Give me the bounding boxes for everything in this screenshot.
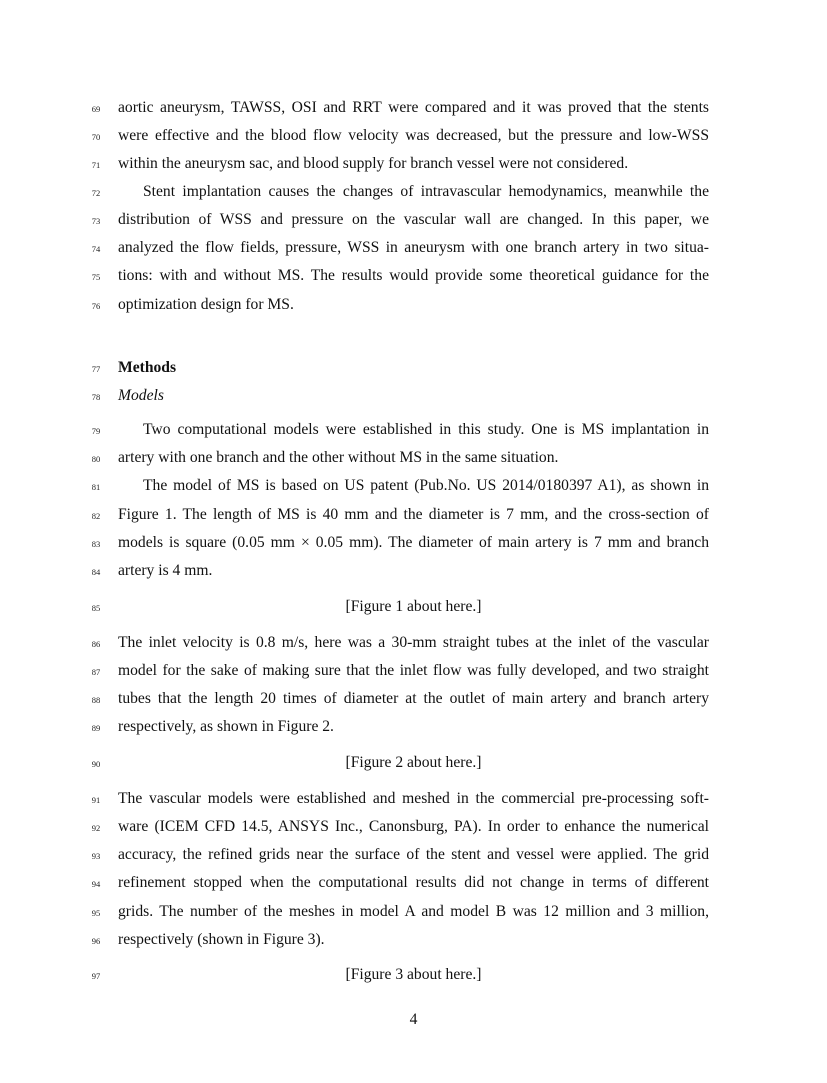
body-text: ware (ICEM CFD 14.5, ANSYS Inc., Canonsburg, PA). In order to enhance the numerical — [118, 818, 709, 835]
line-number: 94 — [91, 879, 101, 889]
figure-placeholder: [Figure 2 about here.] — [345, 754, 482, 771]
text-line — [0, 209, 827, 237]
body-text: artery with one branch and the other without MS in the same situation. — [118, 449, 559, 466]
body-text: were effective and the blood flow velocity was decreased, but the pressure and low-WSS — [118, 127, 709, 144]
line-number: 81 — [91, 482, 101, 492]
text-line — [0, 532, 827, 560]
line-number: 97 — [91, 971, 101, 981]
line-number: 72 — [91, 188, 101, 198]
body-text: grids. The number of the meshes in model A and model B was 12 million and 3 million, — [118, 903, 709, 920]
line-number: 95 — [91, 908, 101, 918]
text-line — [0, 632, 827, 660]
body-text: Figure 1. The length of MS is 40 mm and the diameter is 7 mm, and the cross-section of — [118, 506, 709, 523]
subsection-heading: Models — [118, 387, 164, 404]
text-line — [0, 357, 827, 385]
text-line — [0, 901, 827, 929]
line-number: 92 — [91, 823, 101, 833]
text-line — [0, 929, 827, 957]
line-number: 83 — [91, 539, 101, 549]
body-text: The model of MS is based on US patent (Pub.No. US 2014/0180397 A1), as shown in — [143, 477, 709, 494]
figure-placeholder: [Figure 3 about here.] — [345, 966, 482, 983]
line-number: 85 — [91, 603, 101, 613]
text-line — [0, 560, 827, 588]
line-number: 88 — [91, 695, 101, 705]
text-line — [0, 385, 827, 413]
text-line — [0, 153, 827, 181]
text-line — [0, 596, 827, 624]
text-line — [0, 419, 827, 447]
text-line — [0, 788, 827, 816]
body-text: distribution of WSS and pressure on the vascular wall are changed. In this paper, we — [118, 211, 709, 228]
text-line — [0, 294, 827, 322]
body-text: optimization design for MS. — [118, 296, 294, 313]
line-number: 78 — [91, 392, 101, 402]
body-text: accuracy, the refined grids near the surface of the stent and vessel were applied. The grid — [118, 846, 709, 863]
text-line — [0, 872, 827, 900]
line-number: 84 — [91, 567, 101, 577]
text-line — [0, 265, 827, 293]
body-text: within the aneurysm sac, and blood supply for branch vessel were not considered. — [118, 155, 629, 172]
line-number: 73 — [91, 216, 101, 226]
text-line — [0, 181, 827, 209]
body-text: The inlet velocity is 0.8 m/s, here was a 30-mm straight tubes at the inlet of the vascular — [118, 634, 709, 651]
line-number: 93 — [91, 851, 101, 861]
line-number: 87 — [91, 667, 101, 677]
line-number: 74 — [91, 244, 101, 254]
body-text: Two computational models were established in this study. One is MS implantation in — [143, 421, 709, 438]
line-number: 89 — [91, 723, 101, 733]
line-number: 86 — [91, 639, 101, 649]
text-line — [0, 125, 827, 153]
page-number: 4 — [409, 1011, 418, 1028]
body-text: respectively, as shown in Figure 2. — [118, 718, 334, 735]
line-number: 91 — [91, 795, 101, 805]
text-line — [0, 752, 827, 780]
body-text: artery is 4 mm. — [118, 562, 213, 579]
text-line — [0, 97, 827, 125]
body-text: aortic aneurysm, TAWSS, OSI and RRT were compared and it was proved that the stents — [118, 99, 709, 116]
line-number: 96 — [91, 936, 101, 946]
body-text: model for the sake of making sure that the inlet flow was fully developed, and two straight — [118, 662, 709, 679]
body-text: refinement stopped when the computational results did not change in terms of different — [118, 874, 709, 891]
text-line — [0, 660, 827, 688]
text-line — [0, 688, 827, 716]
line-number: 79 — [91, 426, 101, 436]
text-line — [0, 504, 827, 532]
line-number: 70 — [91, 132, 101, 142]
line-number: 80 — [91, 454, 101, 464]
text-line — [0, 816, 827, 844]
figure-placeholder: [Figure 1 about here.] — [345, 598, 482, 615]
line-number: 75 — [91, 272, 101, 282]
section-heading: Methods — [118, 359, 177, 376]
body-text: analyzed the flow fields, pressure, WSS in aneurysm with one branch artery in two situa- — [118, 239, 709, 256]
body-text: tions: with and without MS. The results would provide some theoretical guidance for the — [118, 267, 709, 284]
body-text: respectively (shown in Figure 3). — [118, 931, 325, 948]
text-line — [0, 237, 827, 265]
line-number: 82 — [91, 511, 101, 521]
body-text: Stent implantation causes the changes of intravascular hemodynamics, meanwhile the — [143, 183, 709, 200]
body-text: tubes that the length 20 times of diameter at the outlet of main artery and branch artery — [118, 690, 709, 707]
text-line — [0, 447, 827, 475]
line-number: 69 — [91, 104, 101, 114]
text-line — [0, 964, 827, 992]
text-line — [0, 716, 827, 744]
text-line — [0, 475, 827, 503]
line-number: 71 — [91, 160, 101, 170]
line-number: 77 — [91, 364, 101, 374]
text-line — [0, 844, 827, 872]
body-text: The vascular models were established and meshed in the commercial pre-processing soft- — [118, 790, 709, 807]
body-text: models is square (0.05 mm × 0.05 mm). The diameter of main artery is 7 mm and branch — [118, 534, 709, 551]
line-number: 76 — [91, 301, 101, 311]
line-number: 90 — [91, 759, 101, 769]
